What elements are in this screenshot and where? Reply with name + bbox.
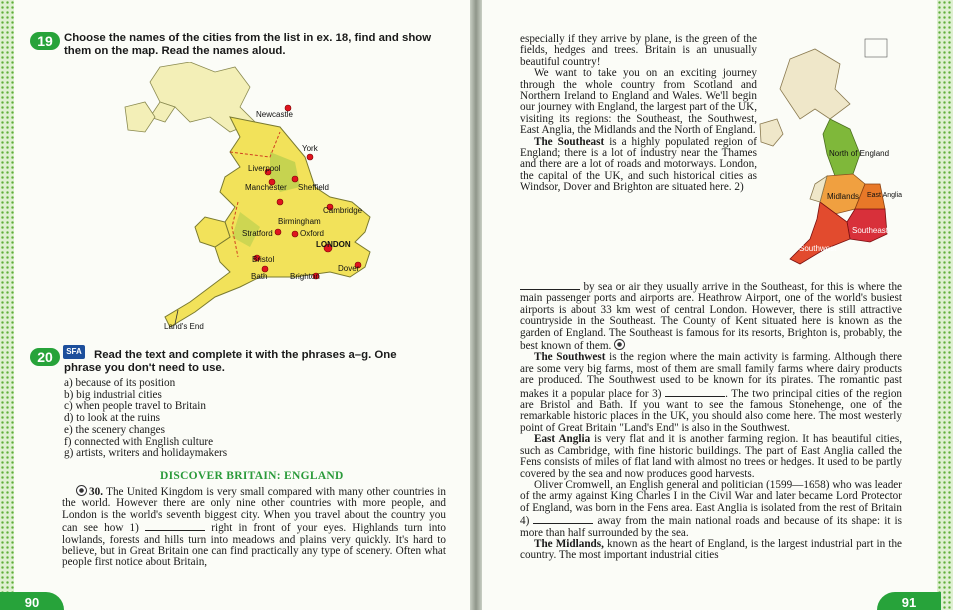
option-a: a) because of its position	[64, 377, 176, 389]
map-label-dover: Dover	[338, 264, 360, 273]
region-label-midlands: Midlands	[827, 192, 860, 201]
heading-east-anglia: East Anglia	[534, 433, 591, 446]
paragraph-cromwell	[520, 480, 902, 539]
phrase-options	[64, 378, 227, 460]
blank-4	[533, 514, 593, 524]
east-anglia-text: is very flat and it is another farming region. It has beautiful cities, such as Cambridge, with fine historic buildings. The part of East Anglia called the Fens consists of miles of flat land with almost no trees or hedges. It used to be partly covered by the sea and now produces good harvests.	[520, 433, 902, 480]
paragraph-continuation: especially if they arrive by plane, is the green of the fields, hedges and trees. Britain is an unusually beautiful country!	[520, 33, 757, 68]
exercise-instruction: Choose the names of the cities from the list in ex. 18, find and show them on the map. Read the names aloud.	[64, 32, 432, 57]
option-f: f) connected with English culture	[64, 435, 214, 448]
option-e: e) the scenery changes	[64, 423, 165, 436]
southeast-part-a: is a highly populated region of England; there is a lot of industry near the Thames and there are a lot of roads and motorways. London, the capital of the UK, and such historical cities as Windsor, Dover and Brighton are situated here. 2)	[520, 135, 757, 194]
map-label-sheffield: Sheffield	[298, 183, 329, 192]
audio-icon[interactable]	[614, 339, 625, 350]
southeast-part-b: by sea or air they usually arrive in the Southeast, for this is where the main passenger ports and airports are. Heathrow Airport, one of the world's busiest airports is about 33 km west of central London. However, there is still attractive countryside in the Southeast. The County of Kent situated here is known as the garden of England. The Southeast is famous for its resorts, Brighton is, probably, the best known of them.	[520, 281, 903, 353]
southeast-continued	[520, 280, 902, 352]
exercise-19	[30, 32, 450, 58]
cromwell-part-a: Oliver Cromwell, an English general and politician (1599—1658) who was leader of the army against King Charles I in the Civil War and later became Lord Protector of England, was born in the Fens area. East Anglia is isolated from the rest of Britain 4)	[520, 478, 902, 528]
option-c: c) when people travel to Britain	[64, 400, 206, 413]
option-b: b) big industrial cities	[64, 388, 162, 401]
map-label-bristol: Bristol	[252, 255, 275, 264]
heading-southwest: The Southwest	[534, 351, 606, 364]
paragraph-midlands	[520, 539, 902, 562]
instruction-line-2: phrase you don't need to use.	[64, 362, 225, 374]
sfa-badge: SFA	[63, 345, 85, 359]
paragraph-journey: We want to take you on an exciting journey through the whole country from Scotland and Northern Ireland to England and Wales. We'll begin our journey with England, the largest part of the UK, visiting its regions: the Southeast, the Southwest, East Anglia, the Midlands and the North of England.	[520, 67, 757, 137]
map-label-bath: Bath	[251, 272, 268, 281]
audio-icon[interactable]	[76, 485, 87, 496]
book-gutter	[470, 0, 482, 610]
blank-2	[520, 280, 580, 290]
paragraph-1-part-a: The United Kingdom is very small compared with many other countries in the world. However there are only nine other countries with more people, and London is the world's seventh biggest city. When you travel about the country you can see how 1)	[62, 486, 446, 535]
section-title: DISCOVER BRITAIN: ENGLAND	[160, 470, 344, 482]
paragraph-southeast-start	[520, 137, 757, 194]
southwest-part-b: . The two principal cities of the region are Bristol and Bath. If you want to see the famous Stonehenge, one of the remarkable historic places in the UK, you should also come here. The most westerly point of Great Britain "Land's End" is also in the Southwest.	[520, 387, 903, 434]
dotted-border-left	[0, 0, 14, 610]
map-label-stratford: Stratford	[242, 229, 273, 238]
region-label-southeast: Southeast	[852, 226, 889, 235]
blank-1	[145, 521, 205, 531]
right-column-text	[520, 34, 757, 194]
map-label-cambridge: Cambridge	[323, 206, 363, 215]
britain-map	[120, 62, 420, 337]
page-number-left: 90	[0, 592, 64, 610]
england-regions-map	[755, 34, 905, 284]
britain-map-graphic	[120, 62, 420, 337]
map-label-newcastle: Newcastle	[256, 110, 293, 119]
southwest-part-a: is the region where the main activity is farming. Although there are some very big farms, most of them are small family farms where dairy products are produced. The Southwest used to be known for its pirates. The romantic past makes it a popular place for 3)	[520, 351, 903, 400]
left-page	[0, 0, 470, 610]
dotted-border-right	[937, 0, 953, 610]
paragraph-1-part-b: right in front of your eyes. Highlands turn into lowlands, forests and hills turn into meadows and plains very quickly. It's hard to believe, but in Great Britain one can find practically any type of scenery. Often what people first notice about Britain,	[62, 522, 447, 569]
instruction-line-1: Read the text and complete it with the phrases a–g. One	[94, 349, 397, 361]
option-d: d) to look at the ruins	[64, 412, 161, 425]
blank-3	[665, 387, 725, 397]
map-label-york: York	[302, 144, 318, 153]
map-label-london: LONDON	[316, 240, 351, 249]
map-label-oxford: Oxford	[300, 229, 325, 238]
map-label-liverpool: Liverpool	[248, 164, 281, 173]
paragraph-east-anglia	[520, 434, 902, 480]
midlands-text: known as the heart of England, is the largest industrial part in the country. The most important industrial cities	[520, 537, 903, 562]
map-label-manchester: Manchester	[245, 183, 287, 192]
region-label-southwest: Southwest	[799, 244, 837, 253]
right-full-width-text	[520, 280, 902, 562]
map-label-brighton: Brighton	[290, 272, 320, 281]
heading-midlands: The Midlands,	[534, 537, 604, 550]
option-g: g) artists, writers and holidaymakers	[64, 447, 228, 460]
cromwell-part-b: away from the main national roads and because of its shape: it is more than half surrounded by the sea.	[520, 515, 902, 539]
exercise-20	[30, 345, 455, 375]
paragraph-southwest	[520, 352, 902, 434]
page-number-right: 91	[877, 592, 941, 610]
reading-text-start	[62, 485, 446, 569]
region-label-east-anglia: East Anglia	[867, 192, 903, 199]
exercise-label: 30.	[89, 486, 103, 498]
paragraph-1	[62, 485, 446, 569]
region-label-north: North of England	[829, 149, 890, 158]
exercise-number: 20	[30, 348, 60, 366]
exercise-number: 19	[30, 32, 60, 50]
map-label-birmingham: Birmingham	[278, 217, 321, 226]
map-label-lands-end: Land's End	[164, 322, 204, 331]
heading-southeast: The Southeast	[534, 135, 605, 148]
